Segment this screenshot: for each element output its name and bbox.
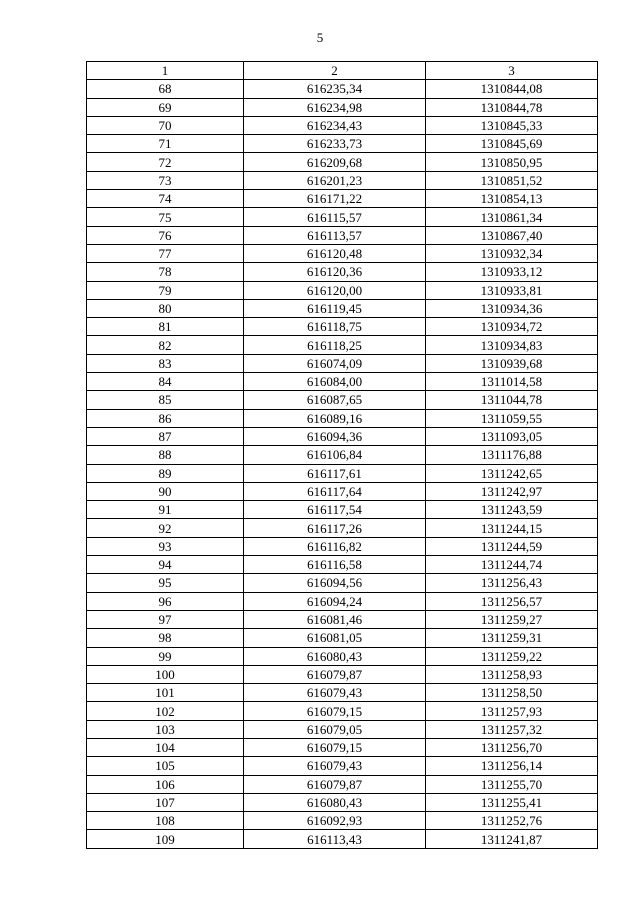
point-number-cell: 92	[87, 519, 244, 537]
column-header-1: 1	[87, 62, 244, 80]
y-coordinate-cell: 1310933,81	[426, 281, 598, 299]
x-coordinate-cell: 616081,05	[244, 629, 426, 647]
table-row	[87, 757, 598, 775]
y-coordinate-cell: 1311259,27	[426, 610, 598, 628]
table-row	[87, 684, 598, 702]
point-number-cell: 68	[87, 80, 244, 98]
y-coordinate-cell: 1310934,72	[426, 318, 598, 336]
x-coordinate-cell: 616094,24	[244, 592, 426, 610]
y-coordinate-cell: 1311256,14	[426, 757, 598, 775]
point-number-cell: 89	[87, 464, 244, 482]
point-number-cell: 73	[87, 171, 244, 189]
x-coordinate-cell: 616209,68	[244, 153, 426, 171]
y-coordinate-cell: 1311243,59	[426, 501, 598, 519]
x-coordinate-cell: 616113,57	[244, 226, 426, 244]
x-coordinate-cell: 616081,46	[244, 610, 426, 628]
table-row	[87, 537, 598, 555]
x-coordinate-cell: 616080,43	[244, 793, 426, 811]
point-number-cell: 96	[87, 592, 244, 610]
point-number-cell: 94	[87, 556, 244, 574]
point-number-cell: 102	[87, 702, 244, 720]
table-row	[87, 720, 598, 738]
table-row	[87, 629, 598, 647]
point-number-cell: 80	[87, 299, 244, 317]
x-coordinate-cell: 616115,57	[244, 208, 426, 226]
table-row	[87, 793, 598, 811]
table-row	[87, 665, 598, 683]
x-coordinate-cell: 616079,15	[244, 702, 426, 720]
table-row	[87, 208, 598, 226]
point-number-cell: 72	[87, 153, 244, 171]
x-coordinate-cell: 616084,00	[244, 373, 426, 391]
x-coordinate-cell: 616117,64	[244, 482, 426, 500]
y-coordinate-cell: 1311256,70	[426, 738, 598, 756]
table-row	[87, 519, 598, 537]
x-coordinate-cell: 616116,82	[244, 537, 426, 555]
x-coordinate-cell: 616092,93	[244, 812, 426, 830]
x-coordinate-cell: 616120,48	[244, 244, 426, 262]
table-row	[87, 464, 598, 482]
x-coordinate-cell: 616079,87	[244, 775, 426, 793]
y-coordinate-cell: 1311257,32	[426, 720, 598, 738]
table-row	[87, 226, 598, 244]
table-row	[87, 263, 598, 281]
point-number-cell: 85	[87, 391, 244, 409]
table-row	[87, 80, 598, 98]
table-body	[87, 80, 598, 848]
point-number-cell: 99	[87, 647, 244, 665]
y-coordinate-cell: 1311014,58	[426, 373, 598, 391]
x-coordinate-cell: 616079,43	[244, 757, 426, 775]
table-row	[87, 427, 598, 445]
point-number-cell: 86	[87, 409, 244, 427]
table-row	[87, 244, 598, 262]
y-coordinate-cell: 1311259,31	[426, 629, 598, 647]
x-coordinate-cell: 616118,25	[244, 336, 426, 354]
x-coordinate-cell: 616117,54	[244, 501, 426, 519]
point-number-cell: 69	[87, 98, 244, 116]
x-coordinate-cell: 616120,36	[244, 263, 426, 281]
y-coordinate-cell: 1310850,95	[426, 153, 598, 171]
x-coordinate-cell: 616094,36	[244, 427, 426, 445]
table-row	[87, 354, 598, 372]
point-number-cell: 76	[87, 226, 244, 244]
table-row	[87, 190, 598, 208]
table-row	[87, 135, 598, 153]
table-row	[87, 153, 598, 171]
y-coordinate-cell: 1311258,93	[426, 665, 598, 683]
table-row	[87, 299, 598, 317]
table-row	[87, 116, 598, 134]
x-coordinate-cell: 616120,00	[244, 281, 426, 299]
x-coordinate-cell: 616117,26	[244, 519, 426, 537]
table-row	[87, 281, 598, 299]
y-coordinate-cell: 1311242,97	[426, 482, 598, 500]
point-number-cell: 71	[87, 135, 244, 153]
table-row	[87, 501, 598, 519]
y-coordinate-cell: 1311242,65	[426, 464, 598, 482]
table-row	[87, 336, 598, 354]
table-row	[87, 592, 598, 610]
y-coordinate-cell: 1310845,69	[426, 135, 598, 153]
y-coordinate-cell: 1311256,57	[426, 592, 598, 610]
table-row	[87, 171, 598, 189]
table-row	[87, 556, 598, 574]
y-coordinate-cell: 1311244,15	[426, 519, 598, 537]
y-coordinate-cell: 1310867,40	[426, 226, 598, 244]
y-coordinate-cell: 1311256,43	[426, 574, 598, 592]
y-coordinate-cell: 1311259,22	[426, 647, 598, 665]
point-number-cell: 109	[87, 830, 244, 848]
point-number-cell: 95	[87, 574, 244, 592]
point-number-cell: 83	[87, 354, 244, 372]
x-coordinate-cell: 616118,75	[244, 318, 426, 336]
x-coordinate-cell: 616094,56	[244, 574, 426, 592]
point-number-cell: 87	[87, 427, 244, 445]
column-header-3: 3	[426, 62, 598, 80]
point-number-cell: 107	[87, 793, 244, 811]
y-coordinate-cell: 1310844,08	[426, 80, 598, 98]
y-coordinate-cell: 1311176,88	[426, 446, 598, 464]
point-number-cell: 84	[87, 373, 244, 391]
y-coordinate-cell: 1311257,93	[426, 702, 598, 720]
coordinates-table	[86, 61, 598, 849]
y-coordinate-cell: 1310934,36	[426, 299, 598, 317]
point-number-cell: 82	[87, 336, 244, 354]
y-coordinate-cell: 1310845,33	[426, 116, 598, 134]
x-coordinate-cell: 616117,61	[244, 464, 426, 482]
point-number-cell: 101	[87, 684, 244, 702]
table-row	[87, 610, 598, 628]
x-coordinate-cell: 616079,05	[244, 720, 426, 738]
point-number-cell: 104	[87, 738, 244, 756]
y-coordinate-cell: 1311059,55	[426, 409, 598, 427]
y-coordinate-cell: 1311244,59	[426, 537, 598, 555]
table-row	[87, 830, 598, 848]
y-coordinate-cell: 1310934,83	[426, 336, 598, 354]
table-row	[87, 446, 598, 464]
x-coordinate-cell: 616234,43	[244, 116, 426, 134]
y-coordinate-cell: 1311255,41	[426, 793, 598, 811]
x-coordinate-cell: 616106,84	[244, 446, 426, 464]
point-number-cell: 90	[87, 482, 244, 500]
table-row	[87, 738, 598, 756]
y-coordinate-cell: 1310939,68	[426, 354, 598, 372]
y-coordinate-cell: 1310851,52	[426, 171, 598, 189]
point-number-cell: 100	[87, 665, 244, 683]
x-coordinate-cell: 616080,43	[244, 647, 426, 665]
point-number-cell: 70	[87, 116, 244, 134]
point-number-cell: 97	[87, 610, 244, 628]
y-coordinate-cell: 1310861,34	[426, 208, 598, 226]
y-coordinate-cell: 1310844,78	[426, 98, 598, 116]
point-number-cell: 75	[87, 208, 244, 226]
point-number-cell: 91	[87, 501, 244, 519]
x-coordinate-cell: 616113,43	[244, 830, 426, 848]
y-coordinate-cell: 1310854,13	[426, 190, 598, 208]
point-number-cell: 105	[87, 757, 244, 775]
table-row	[87, 391, 598, 409]
x-coordinate-cell: 616079,43	[244, 684, 426, 702]
y-coordinate-cell: 1311044,78	[426, 391, 598, 409]
point-number-cell: 93	[87, 537, 244, 555]
y-coordinate-cell: 1311252,76	[426, 812, 598, 830]
point-number-cell: 88	[87, 446, 244, 464]
x-coordinate-cell: 616079,87	[244, 665, 426, 683]
x-coordinate-cell: 616116,58	[244, 556, 426, 574]
x-coordinate-cell: 616074,09	[244, 354, 426, 372]
table-row	[87, 775, 598, 793]
x-coordinate-cell: 616235,34	[244, 80, 426, 98]
y-coordinate-cell: 1310932,34	[426, 244, 598, 262]
y-coordinate-cell: 1311244,74	[426, 556, 598, 574]
table-row	[87, 482, 598, 500]
point-number-cell: 98	[87, 629, 244, 647]
table-row	[87, 812, 598, 830]
table-row	[87, 647, 598, 665]
point-number-cell: 108	[87, 812, 244, 830]
point-number-cell: 77	[87, 244, 244, 262]
column-header-2: 2	[244, 62, 426, 80]
y-coordinate-cell: 1311258,50	[426, 684, 598, 702]
point-number-cell: 106	[87, 775, 244, 793]
x-coordinate-cell: 616089,16	[244, 409, 426, 427]
x-coordinate-cell: 616233,73	[244, 135, 426, 153]
point-number-cell: 78	[87, 263, 244, 281]
x-coordinate-cell: 616234,98	[244, 98, 426, 116]
page-number: 5	[316, 30, 324, 45]
y-coordinate-cell: 1311093,05	[426, 427, 598, 445]
x-coordinate-cell: 616171,22	[244, 190, 426, 208]
y-coordinate-cell: 1311255,70	[426, 775, 598, 793]
point-number-cell: 103	[87, 720, 244, 738]
table-row	[87, 702, 598, 720]
y-coordinate-cell: 1311241,87	[426, 830, 598, 848]
table-row	[87, 373, 598, 391]
x-coordinate-cell: 616201,23	[244, 171, 426, 189]
y-coordinate-cell: 1310933,12	[426, 263, 598, 281]
x-coordinate-cell: 616087,65	[244, 391, 426, 409]
table-row	[87, 98, 598, 116]
table-row	[87, 574, 598, 592]
x-coordinate-cell: 616079,15	[244, 738, 426, 756]
table-row	[87, 409, 598, 427]
point-number-cell: 81	[87, 318, 244, 336]
x-coordinate-cell: 616119,45	[244, 299, 426, 317]
table-row	[87, 318, 598, 336]
table-header-row	[87, 62, 598, 80]
point-number-cell: 79	[87, 281, 244, 299]
point-number-cell: 74	[87, 190, 244, 208]
